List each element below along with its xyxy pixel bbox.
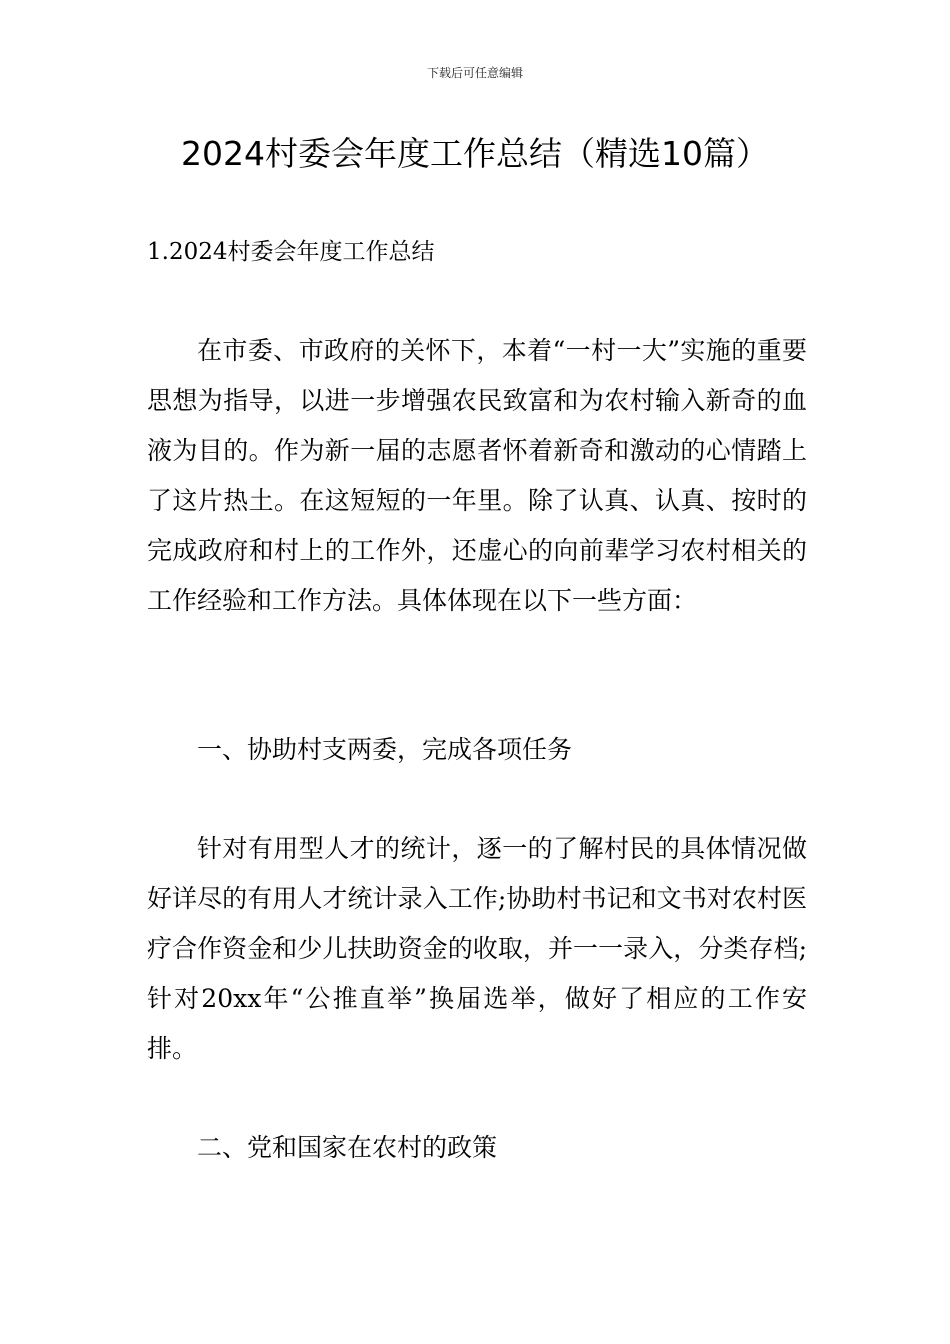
heading-assist-committee: 一、协助村支两委，完成各项任务 [197, 735, 573, 764]
paragraph-intro: 在市委、市政府的关怀下，本着“一村一大”实施的重要思想为指导，以进一步增强农民致富和为农村输入新奇的血液为目的。作为新一届的志愿者怀着新奇和激动的心情踏上了这片热土。在这短短的一年里。除了认真、认真、按时的完成政府和村上的工作外，还虚心的向前辈学习农村相关的工作经验和工作方法。具体体现在以下一些方面： [147, 336, 807, 615]
section-title: 1.2024村委会年度工作总结 [147, 239, 435, 265]
header-note: 下载后可任意编辑 [426, 66, 523, 80]
document-title: 2024村委会年度工作总结（精选10篇） [181, 134, 769, 173]
heading-rural-policy: 二、党和国家在农村的政策 [197, 1133, 498, 1162]
paragraph-talent-statistics: 针对有用型人才的统计，逐一的了解村民的具体情况做好详尽的有用人才统计录入工作;协助村书记和文书对农村医疗合作资金和少儿扶助资金的收取，并一一录入，分类存档;针对20xx年“公推直举”换届选举，做好了相应的工作安排。 [147, 834, 807, 1063]
